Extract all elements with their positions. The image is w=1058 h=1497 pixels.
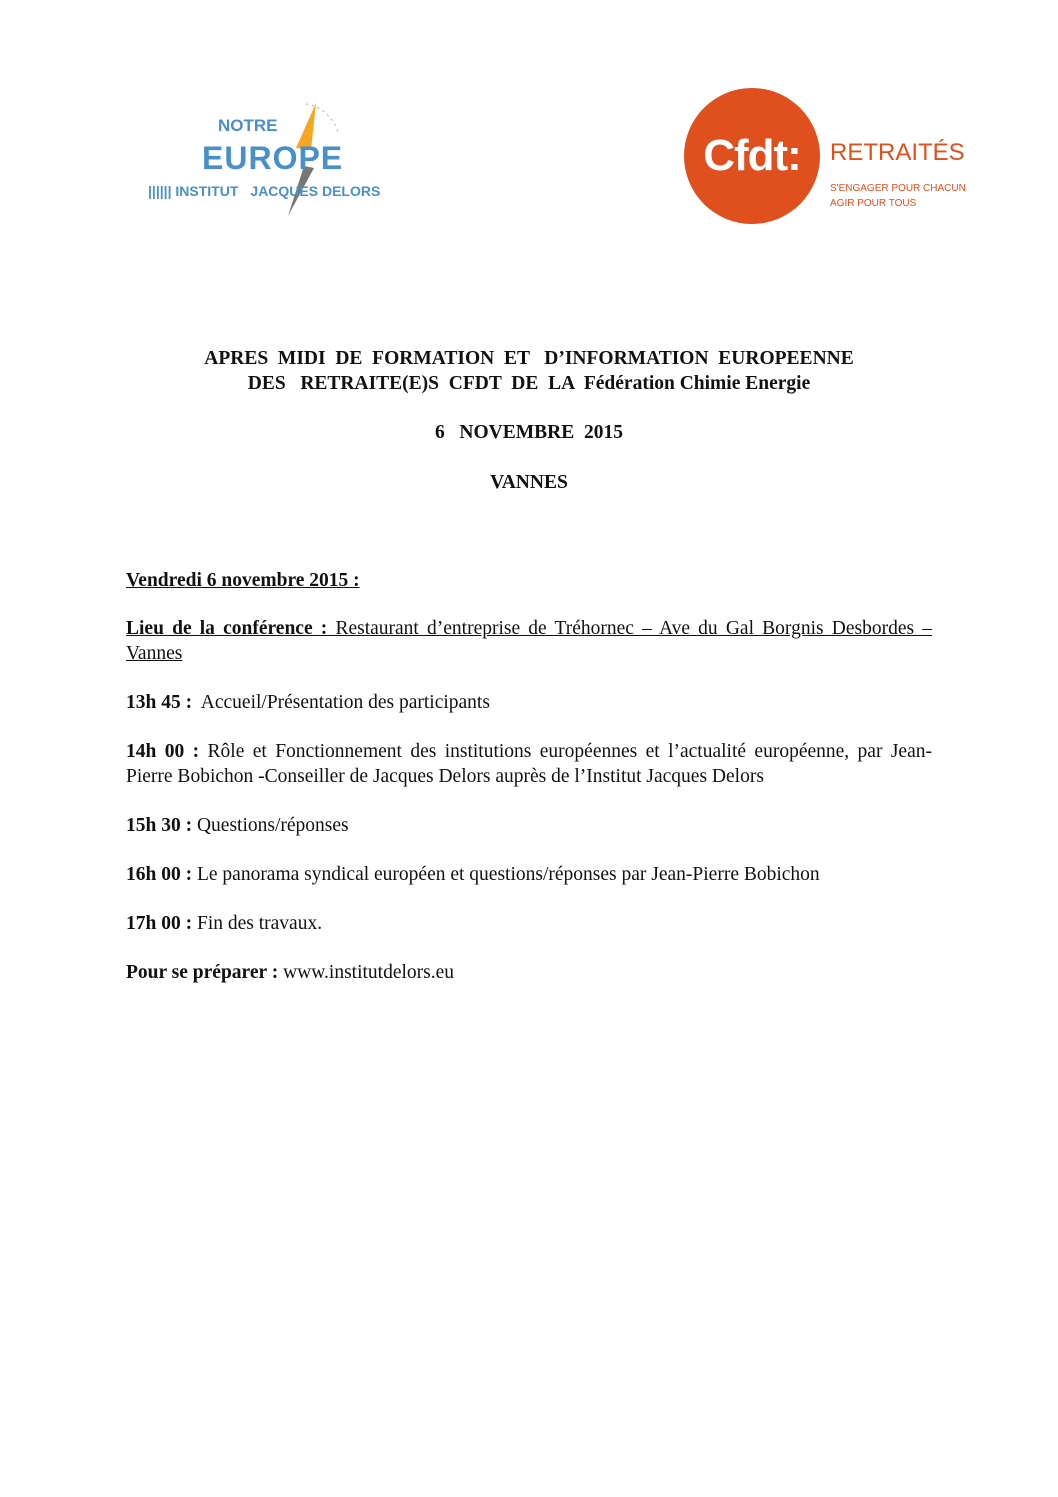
venue-label: Lieu de la conférence : [126,618,328,639]
logo-jacques-delors: JACQUES DELORS [250,183,381,199]
logo-tagline-1: S'ENGAGER POUR CHACUN [830,183,966,194]
logo-tagline-2: AGIR POUR TOUS [830,198,917,209]
website-link[interactable]: www.institutdelors.eu [278,962,455,983]
prepare: Pour se préparer : www.institutdelors.eu [126,962,455,983]
schedule-item: 17h 00 : Fin des travaux. [126,913,323,934]
logo-institut: |||||| INSTITUT [148,183,239,199]
day-heading: Vendredi 6 novembre 2015 : [126,570,360,591]
schedule-item: 13h 45 : Accueil/Présentation des participants [126,692,490,713]
logo-europe: EUROPE [202,140,344,176]
notre-europe-logo [148,98,438,218]
event-city: VANNES [490,472,568,493]
event-date: 6 NOVEMBRE 2015 [435,422,623,443]
logo-retraites: RETRAITÉS [830,139,965,166]
cfdt-retraites-logo [684,88,984,226]
venue [126,616,932,666]
logo-notre: NOTRE [218,116,278,135]
venue-value: Restaurant d’entreprise de Tréhornec – Ave du Gal Borgnis Desbordes – Vannes [126,618,932,664]
title-line-2: DES RETRAITE(E)S CFDT DE LA Fédération Chimie Energie [247,373,811,394]
logo-institut-row [148,182,380,200]
schedule-item: 15h 30 : Questions/réponses [126,815,349,836]
title-line-1: APRES MIDI DE FORMATION ET D’INFORMATION EUROPEENNE [204,348,854,369]
schedule-item: 16h 00 : Le panorama syndical européen et questions/réponses par Jean-Pierre Bobichon [126,864,820,885]
schedule-item: 14h 00 : Rôle et Fonctionnement des institutions européennes et l’actualité européenne, par Jean-Pierre Bobichon -Conseiller de Jacques Delors auprès de l’Institut Jacques Delors [126,741,932,787]
cfdt-mark: Cfdt: [684,88,820,224]
